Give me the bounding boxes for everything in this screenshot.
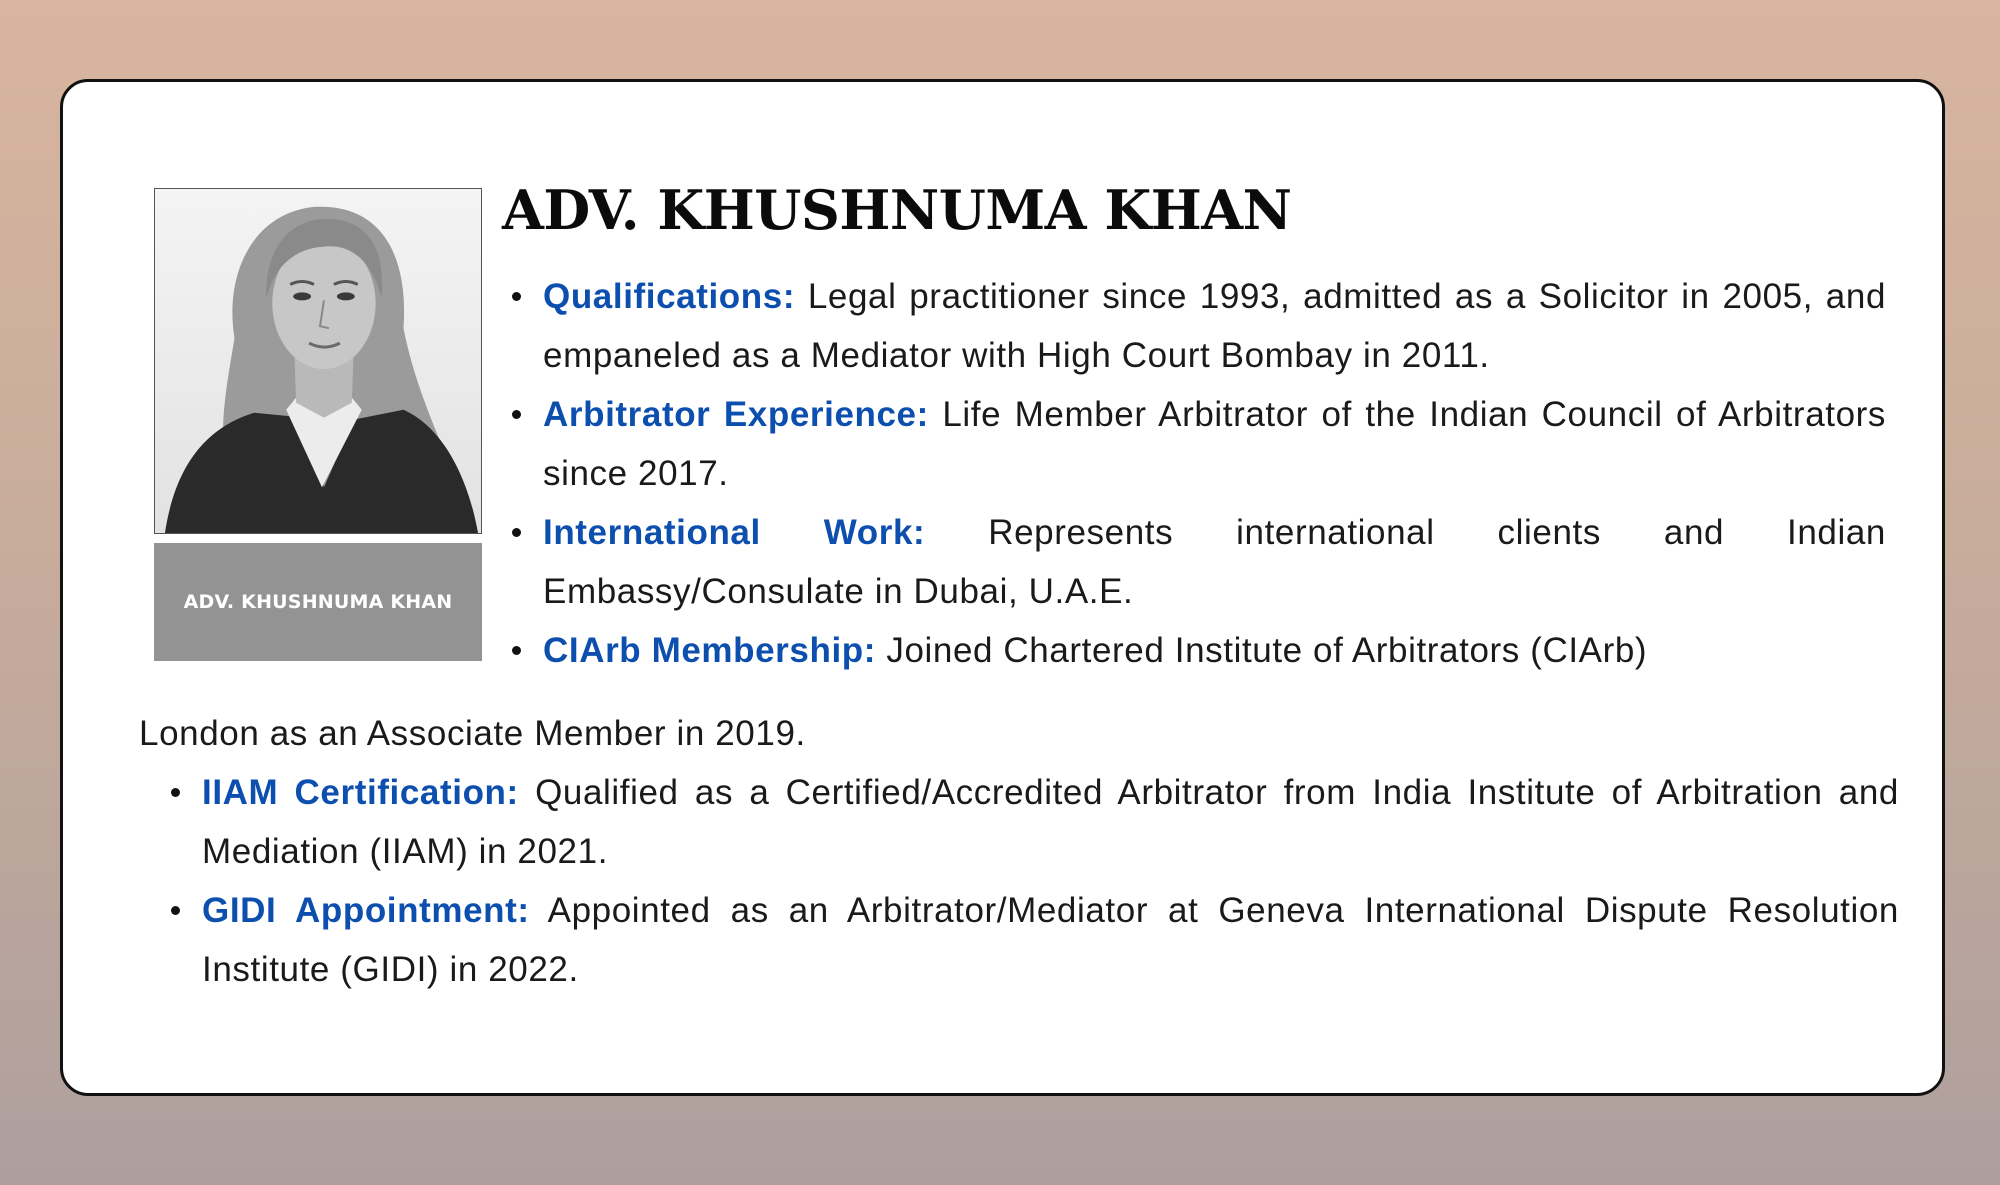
- portrait-image: [155, 189, 481, 533]
- photo-caption-text: ADV. KHUSHNUMA KHAN: [183, 591, 453, 613]
- list-item: [508, 385, 1886, 503]
- item-label: Qualifications:: [543, 277, 796, 316]
- list-item: [508, 503, 1886, 621]
- item-text: Life Member Arbitrator of the Indian Council of Arbitrators since 2017.: [543, 395, 1886, 493]
- item-label: Arbitrator Experience:: [543, 395, 929, 434]
- item-text: Legal practitioner since 1993, admitted as a Solicitor in 2005, and empaneled as a Mediator with High Court Bombay in 2011.: [543, 277, 1887, 375]
- bullet-list-bottom: [167, 763, 1899, 999]
- list-item: [167, 881, 1899, 999]
- list-item: [508, 621, 1886, 680]
- list-item: [508, 267, 1886, 385]
- item-label: IIAM Certification:: [202, 773, 519, 812]
- continuation-text: London as an Associate Member in 2019.: [139, 714, 806, 753]
- photo-caption: [154, 543, 482, 661]
- page-title: ADV. KHUSHNUMA KHAN: [502, 178, 1292, 242]
- profile-photo: [154, 188, 482, 534]
- list-item: [167, 763, 1899, 881]
- item-label: GIDI Appointment:: [202, 891, 530, 930]
- item-text: Joined Chartered Institute of Arbitrators (CIArb): [886, 631, 1648, 670]
- item-text: Represents international clients and Indian Embassy/Consulate in Dubai, U.A.E.: [543, 513, 1886, 611]
- bullet-list-top: [508, 267, 1886, 680]
- item-label: CIArb Membership:: [543, 631, 877, 670]
- item-text: Appointed as an Arbitrator/Mediator at Geneva International Dispute Resolution Institute (GIDI) in 2022.: [202, 891, 1900, 989]
- item-text: Qualified as a Certified/Accredited Arbitrator from India Institute of Arbitration and Mediation (IIAM) in 2021.: [202, 773, 1899, 871]
- item-label: International Work:: [543, 513, 926, 552]
